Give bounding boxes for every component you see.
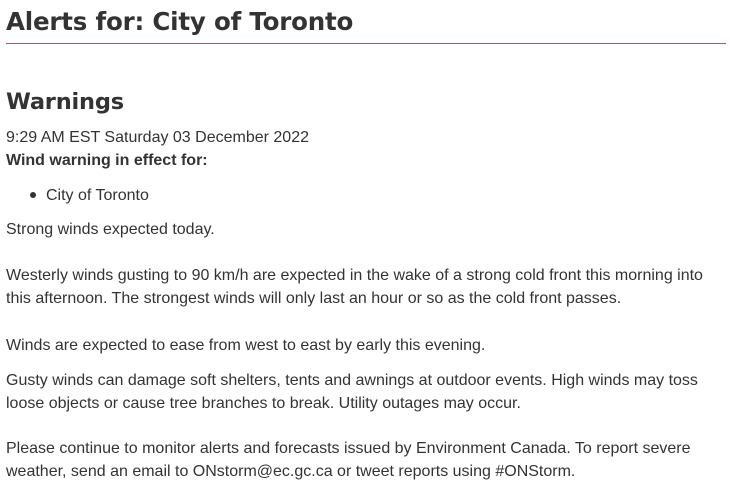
warnings-heading: Warnings <box>6 89 124 115</box>
warning-title: Wind warning in effect for: <box>6 152 208 169</box>
page-title: Alerts for: City of Toronto <box>6 7 354 36</box>
warning-paragraph-4: Gusty winds can damage soft shelters, tents and awnings at outdoor events. High winds may toss loose objects or cause tree branches to break. Utility outages may occur. <box>6 372 698 412</box>
alert-timestamp: 9:29 AM EST Saturday 03 December 2022 <box>6 129 309 146</box>
region-list-item: City of Toronto <box>46 187 149 204</box>
warning-paragraph-1: Strong winds expected today. <box>6 221 215 238</box>
heading-divider <box>6 43 726 44</box>
list-bullet <box>30 192 36 198</box>
warning-paragraph-2: Westerly winds gusting to 90 km/h are expected in the wake of a strong cold front this morning into this afternoon. The strongest winds will only last an hour or so as the cold front passes. <box>6 267 703 307</box>
warning-paragraph-5: Please continue to monitor alerts and forecasts issued by Environment Canada. To report severe weather, send an email to ONstorm@ec.gc.ca or tweet reports using #ONStorm. <box>6 440 691 480</box>
warning-paragraph-3: Winds are expected to ease from west to east by early this evening. <box>6 337 486 354</box>
